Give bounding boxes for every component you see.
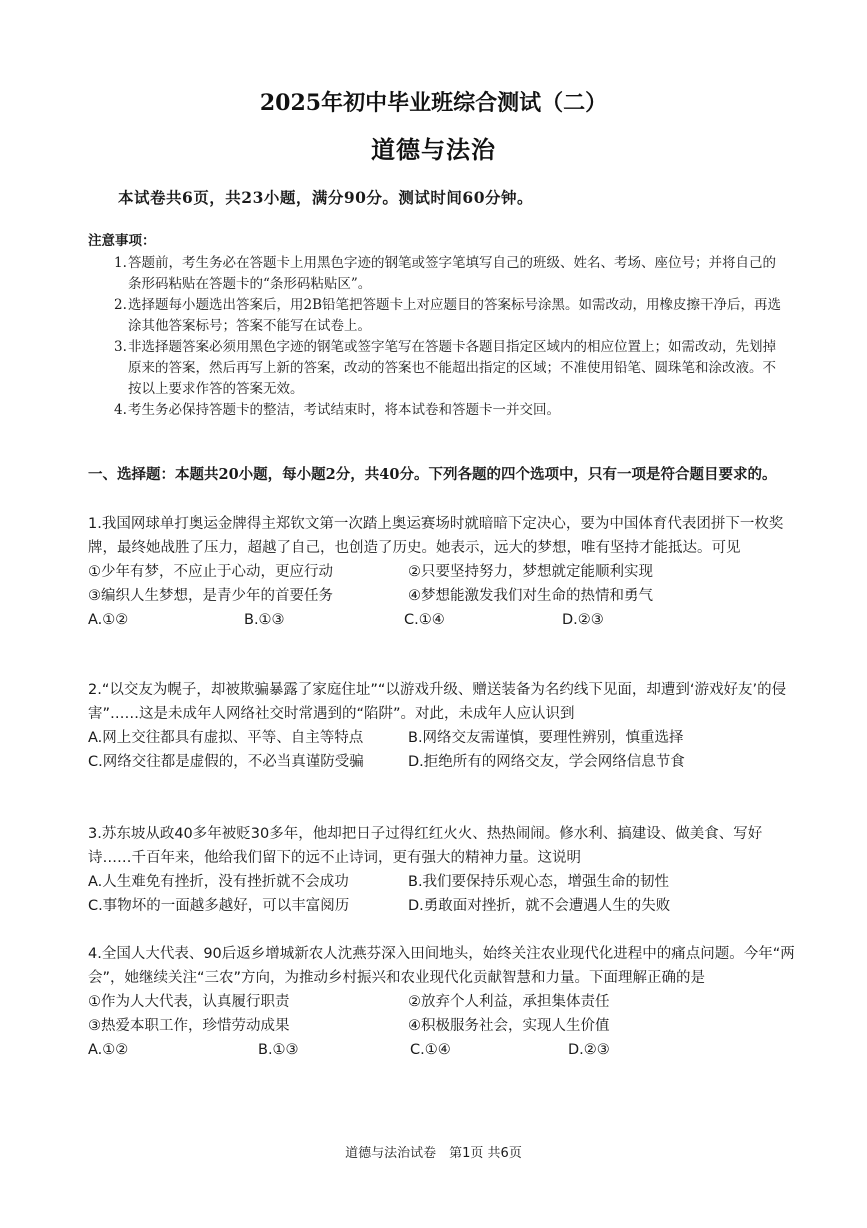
note-text: 答题前，考生务必在答题卡上用黑色字迹的钢笔或签字笔填写自己的班级、姓名、考场、座位号；并将自己的条形码粘贴在答题卡的“条形码粘贴区”。 [128, 255, 776, 292]
page-footer: 道德与法治试卷 第1页 共6页 [345, 1146, 522, 1161]
statement: ③编织人生梦想，是青少年的首要任务 [88, 588, 333, 604]
option-c: C.①④ [410, 1042, 451, 1058]
option-c: C.①④ [404, 612, 445, 628]
option-row [88, 1038, 804, 1062]
option-b: B.①③ [244, 612, 285, 628]
note-number: 3. [114, 339, 127, 355]
option-c: C.事物坏的一面越多越好，可以丰富阅历 [88, 898, 350, 914]
note-number: 2. [114, 297, 127, 313]
statement-grid [88, 560, 804, 608]
option-a: A.①② [88, 612, 129, 628]
statement: ③热爱本职工作，珍惜劳动成果 [88, 1018, 290, 1034]
question-stem: 1.我国网球单打奥运金牌得主郑钦文第一次踏上奥运赛场时就暗暗下定决心，要为中国体育代表团拼下一枚奖牌，最终她战胜了压力，超越了自己，也创造了历史。她表示，远大的梦想，唯有坚持才能抵达。可见 [88, 516, 784, 556]
option-d: D.拒绝所有的网络交友，学会网络信息节食 [408, 754, 685, 770]
question-stem: 2.“以交友为幌子，却被欺骗暴露了家庭住址”“以游戏升级、赠送装备为名约线下见面，却遭到‘游戏好友’的侵害”……这是未成年人网络社交时常遇到的“陷阱”。对此，未成年人应认识到 [88, 682, 787, 722]
option-a: A.网上交往都具有虚拟、平等、自主等特点 [88, 730, 364, 746]
question-2 [88, 678, 804, 774]
option-grid [88, 870, 804, 918]
option-row [88, 608, 804, 632]
note-text: 非选择题答案必须用黑色字迹的钢笔或签字笔写在答题卡各题目指定区域内的相应位置上；如需改动，先划掉原来的答案，然后再写上新的答案，改动的答案也不能超出指定的区域；不准使用铅笔、圆珠笔和涂改液。不按以上要求作答的答案无效。 [128, 339, 776, 397]
notes-block [88, 229, 788, 421]
option-a: A.人生难免有挫折，没有挫折就不会成功 [88, 874, 349, 890]
notes-heading: 注意事项： [88, 233, 156, 249]
note-text: 选择题每小题选出答案后，用2B铅笔把答题卡上对应题目的答案标号涂黑。如需改动，用橡皮擦干净后，再选涂其他答案标号；答案不能写在试卷上。 [128, 297, 782, 334]
option-d: D.②③ [562, 612, 604, 628]
note-item [114, 253, 788, 295]
question-4 [88, 942, 804, 1062]
question-stem: 4.全国人大代表、90后返乡增城新农人沈燕芬深入田间地头，始终关注农业现代化进程中的痛点问题。今年“两会”，她继续关注“三农”方向，为推动乡村振兴和农业现代化贡献智慧和力量。下面理解正确的是 [88, 946, 795, 986]
statement: ②放弃个人利益，承担集体责任 [408, 994, 610, 1010]
option-a: A.①② [88, 1042, 129, 1058]
statement: ④梦想能激发我们对生命的热情和勇气 [408, 588, 653, 604]
statement: ④积极服务社会，实现人生价值 [408, 1018, 610, 1034]
note-item [114, 295, 788, 337]
statement: ①少年有梦，不应止于心动，更应行动 [88, 564, 333, 580]
note-item [114, 337, 788, 400]
statement-grid [88, 990, 804, 1038]
question-3 [88, 822, 804, 918]
subject-title: 道德与法治 [371, 135, 496, 164]
option-c: C.网络交往都是虚假的，不必当真谨防受骗 [88, 754, 364, 770]
section-heading: 一、选择题：本题共20小题，每小题2分，共40分。下列各题的四个选项中，只有一项是符合题目要求的。 [88, 466, 777, 483]
option-b: B.网络交友需谨慎，要理性辨别，慎重选择 [408, 730, 684, 746]
note-item [114, 400, 788, 421]
statement: ②只要坚持努力，梦想就定能顺利实现 [408, 564, 653, 580]
note-number: 4. [114, 402, 127, 418]
question-1 [88, 512, 804, 632]
note-text: 考生务必保持答题卡的整洁，考试结束时，将本试卷和答题卡一并交回。 [128, 402, 560, 418]
option-d: D.勇敢面对挫折，就不会遭遇人生的失败 [408, 898, 671, 914]
option-b: B.我们要保持乐观心态，增强生命的韧性 [408, 874, 670, 890]
option-b: B.①③ [258, 1042, 299, 1058]
option-grid [88, 726, 804, 774]
question-stem: 3.苏东坡从政40多年被贬30多年，他却把日子过得红红火火、热热闹闹。修水利、搞建设、做美食、写好诗……千百年来，他给我们留下的远不止诗词，更有强大的精神力量。这说明 [88, 826, 763, 866]
option-d: D.②③ [568, 1042, 610, 1058]
exam-title: 2025年初中毕业班综合测试（二） [259, 90, 608, 116]
exam-intro: 本试卷共6页，共23小题，满分90分。测试时间60分钟。 [118, 188, 533, 207]
statement: ①作为人大代表，认真履行职责 [88, 994, 290, 1010]
note-number: 1. [114, 255, 127, 271]
